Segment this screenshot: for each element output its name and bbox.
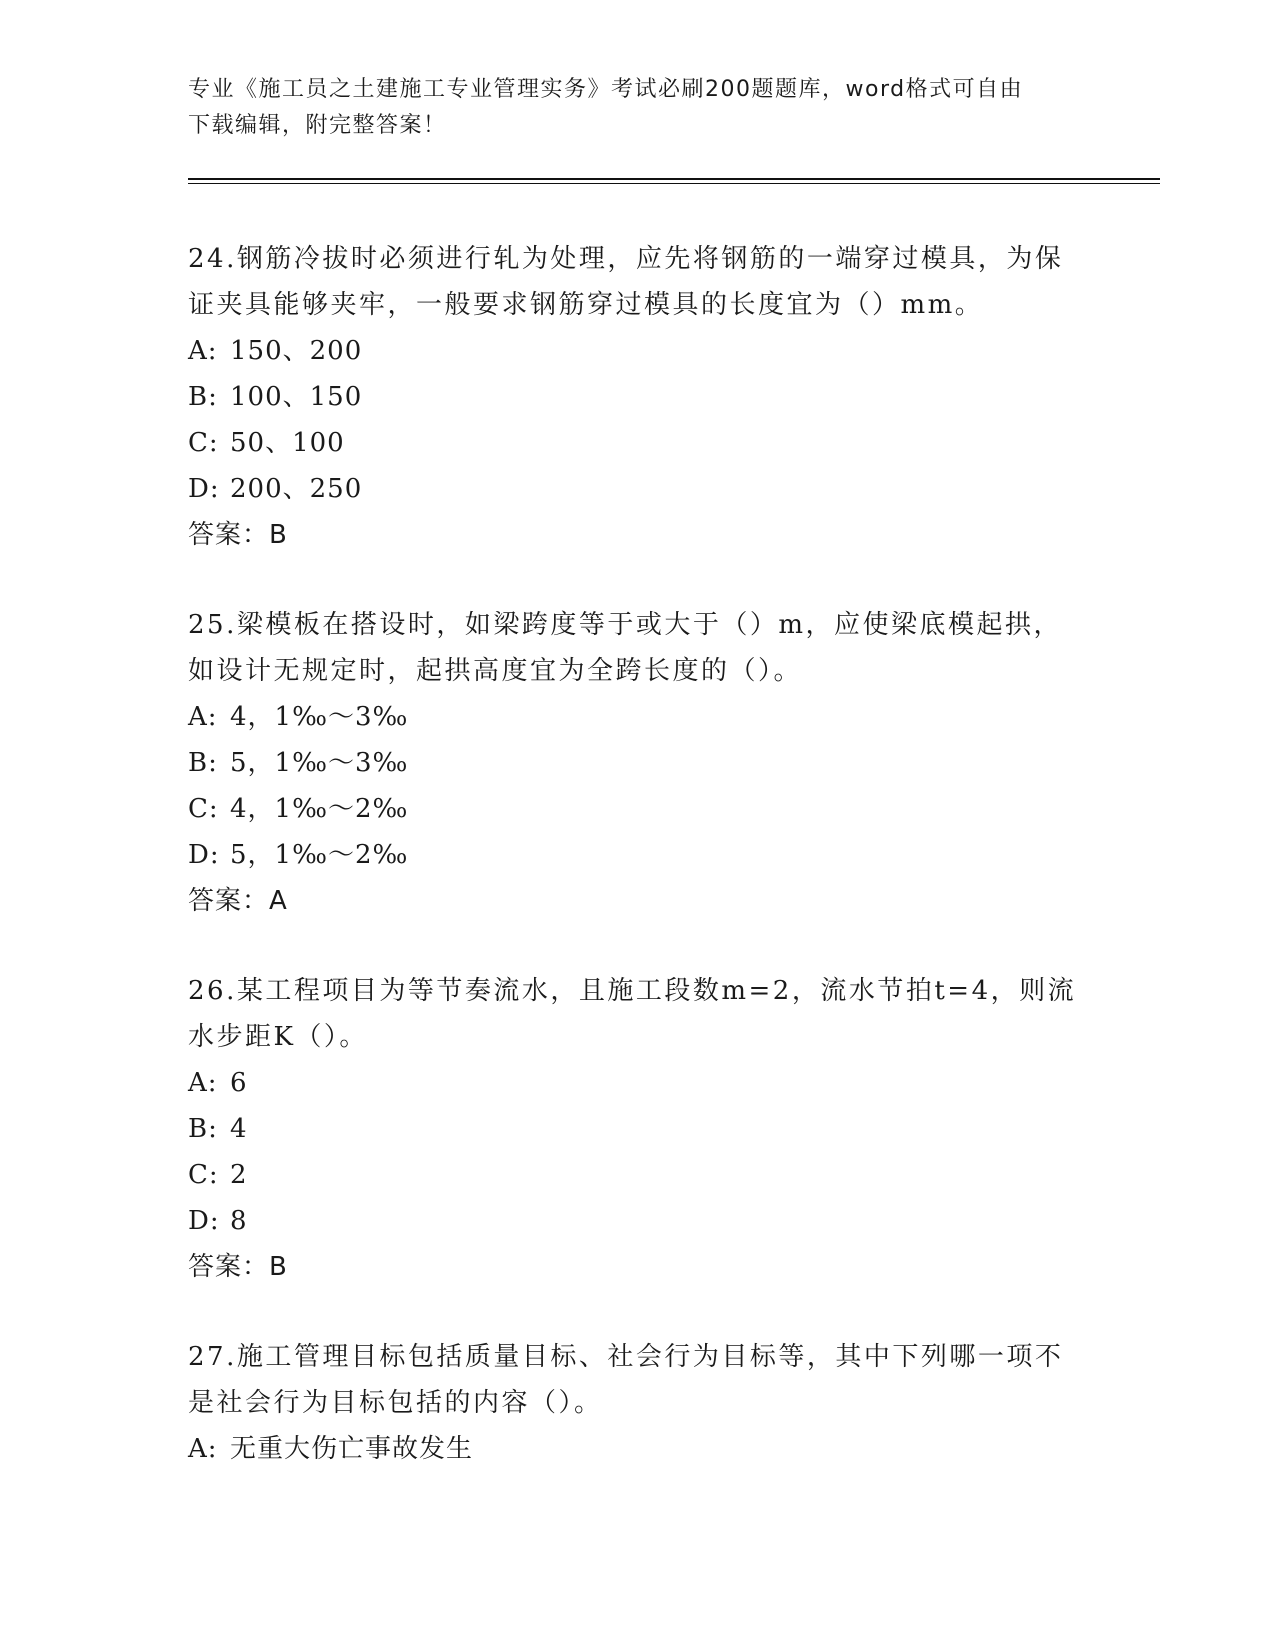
answer-line: 答案：B [188,1252,288,1282]
option-text: 4，1‰～2‰ [230,794,409,824]
answer-line: 答案：B [188,520,288,550]
option-label: D: [188,840,220,870]
question-26 [188,968,1088,1290]
question-stem-line-1: 24.钢筋冷拔时必须进行轧为处理，应先将钢筋的一端穿过模具，为保 [188,244,1064,274]
option-a [188,1426,1088,1472]
header-divider-thick [188,178,1160,180]
option-label: C: [188,1160,219,1190]
option-b [188,1106,1088,1152]
option-c [188,1152,1088,1198]
option-label: B: [188,382,218,412]
option-label: D: [188,1206,220,1236]
option-d [188,832,1088,878]
option-text: 4 [230,1114,248,1144]
question-stem [188,602,1088,694]
question-stem-line-2: 是社会行为目标包括的内容（）。 [188,1388,603,1418]
header-line-2: 下载编辑，附完整答案！ [188,113,447,138]
option-text: 4，1‰～3‰ [230,702,409,732]
question-stem [188,968,1088,1060]
question-27 [188,1334,1088,1472]
question-stem-line-1: 26.某工程项目为等节奏流水，且施工段数m=2，流水节拍t=4，则流 [188,976,1077,1006]
option-label: B: [188,748,218,778]
option-b [188,374,1088,420]
question-stem-line-2: 证夹具能够夹牢，一般要求钢筋穿过模具的长度宜为（）mm。 [188,290,984,320]
option-text: 5，1‰～2‰ [230,840,409,870]
option-a [188,1060,1088,1106]
question-25 [188,602,1088,924]
option-a [188,328,1088,374]
option-b [188,740,1088,786]
header-line-1: 专业《施工员之土建施工专业管理实务》考试必刷200题题库，word格式可自由 [188,77,1024,102]
question-stem [188,236,1088,328]
answer-line: 答案：A [188,886,288,916]
option-text: 8 [230,1206,248,1236]
question-24 [188,236,1088,558]
question-stem-line-2: 如设计无规定时，起拱高度宜为全跨长度的（）。 [188,656,803,686]
question-stem-line-2: 水步距K（）。 [188,1022,368,1052]
option-text: 2 [230,1160,248,1190]
option-label: A: [188,1068,218,1098]
document-header [188,72,1088,144]
option-text: 50、100 [230,428,345,458]
header-divider-thin [188,183,1160,184]
question-stem [188,1334,1088,1426]
option-label: C: [188,794,219,824]
option-c [188,786,1088,832]
question-stem-line-1: 27.施工管理目标包括质量目标、社会行为目标等，其中下列哪一项不 [188,1342,1064,1372]
option-label: A: [188,1434,218,1464]
option-label: C: [188,428,219,458]
option-text: 200、250 [230,474,363,504]
option-text: 6 [230,1068,248,1098]
option-text: 5，1‰～3‰ [230,748,409,778]
option-label: B: [188,1114,218,1144]
option-text: 150、200 [230,336,363,366]
option-text: 无重大伤亡事故发生 [230,1434,474,1464]
option-text: 100、150 [230,382,363,412]
option-d [188,1198,1088,1244]
option-d [188,466,1088,512]
option-label: A: [188,336,218,366]
option-c [188,420,1088,466]
question-list [188,236,1088,1516]
option-label: A: [188,702,218,732]
question-stem-line-1: 25.梁模板在搭设时，如梁跨度等于或大于（）m，应使梁底模起拱， [188,610,1063,640]
option-label: D: [188,474,220,504]
option-a [188,694,1088,740]
